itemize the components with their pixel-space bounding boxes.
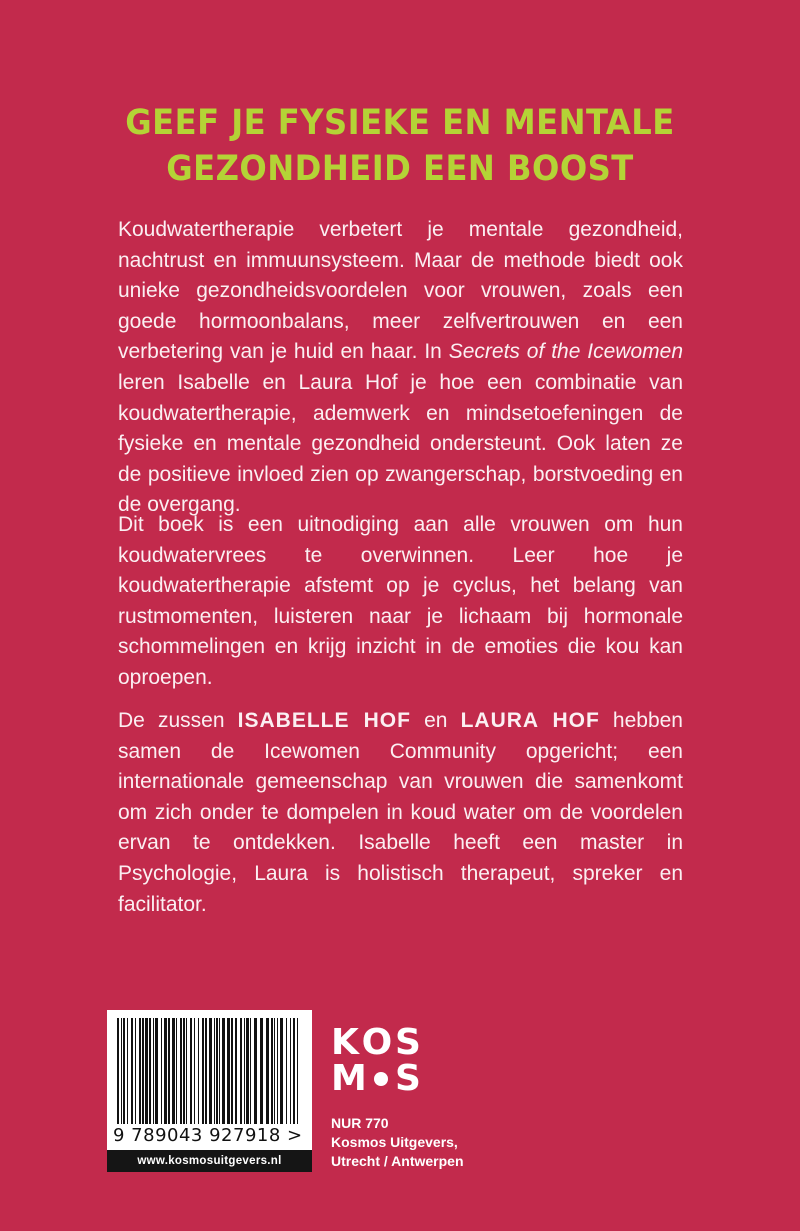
description-paragraph-2 xyxy=(118,510,683,694)
barcode-bar xyxy=(135,1018,136,1124)
barcode-bar xyxy=(121,1018,122,1124)
barcode xyxy=(107,1010,312,1172)
bio-intro: De zussen xyxy=(118,709,238,732)
barcode-bar xyxy=(209,1018,212,1124)
barcode-bar xyxy=(219,1018,220,1124)
barcode-bar xyxy=(274,1018,275,1124)
headline xyxy=(32,100,768,192)
author-name-isabelle: ISABELLE HOF xyxy=(237,709,411,732)
barcode-bar xyxy=(145,1018,148,1124)
bio-connector: en xyxy=(410,709,461,732)
barcode-bar xyxy=(183,1018,185,1124)
barcode-bar xyxy=(277,1018,278,1124)
logo-row-1 xyxy=(331,1022,421,1063)
headline-line-1: GEEF JE FYSIEKE EN MENTALE xyxy=(125,103,675,143)
barcode-bar xyxy=(290,1018,291,1124)
barcode-bar xyxy=(214,1018,215,1124)
barcode-bar xyxy=(227,1018,230,1124)
author-name-laura: LAURA HOF xyxy=(460,709,600,732)
publisher-url: www.kosmosuitgevers.nl xyxy=(107,1150,312,1172)
headline-line-2: GEZONDHEID EEN BOOST xyxy=(166,149,634,189)
paragraph-1-text-b: leren Isabelle en Laura Hof je hoe een combinatie van koudwatertherapie, ademwerk en mindsetoefeningen de fysieke en mentale gezondheid ondersteunt. Ook laten ze de positieve invloed zien op zwangerschap, borstvoeding en de overgang. xyxy=(118,370,683,517)
barcode-bars xyxy=(115,1018,304,1124)
nur-code: NUR 770 xyxy=(331,1115,389,1131)
barcode-bar xyxy=(186,1018,187,1124)
barcode-bar xyxy=(240,1018,242,1124)
barcode-bar xyxy=(123,1018,125,1124)
barcode-bar xyxy=(131,1018,133,1124)
publisher-name: Kosmos Uitgevers, xyxy=(331,1134,458,1150)
barcode-bar xyxy=(127,1018,128,1124)
barcode-bar xyxy=(180,1018,182,1124)
barcode-bar xyxy=(254,1018,257,1124)
barcode-bar xyxy=(260,1018,263,1124)
barcode-bar xyxy=(194,1018,195,1124)
barcode-bar xyxy=(231,1018,233,1124)
barcode-bar xyxy=(117,1018,119,1124)
kosmos-logo xyxy=(331,1022,423,1099)
logo-letter-m: M xyxy=(331,1058,367,1099)
barcode-bar xyxy=(153,1018,154,1124)
barcode-bar xyxy=(149,1018,151,1124)
paragraph-2-text: Dit boek is een uitnodiging aan alle vrouwen om hun koudwatervrees te overwinnen. Leer hoe je koudwatertherapie afstemt op je cyclus, het belang van rustmomenten, luisteren naar je lichaam bij hormonale schommelingen en krijg inzicht in de emoties die kou kan oproepen. xyxy=(118,513,683,689)
logo-row-2 xyxy=(331,1058,421,1099)
barcode-bar xyxy=(161,1018,162,1124)
logo-letter-s: S xyxy=(395,1022,421,1063)
barcode-bar xyxy=(271,1018,273,1124)
barcode-bar xyxy=(139,1018,141,1124)
barcode-bar xyxy=(222,1018,225,1124)
barcode-bar xyxy=(286,1018,287,1124)
logo-letter-k: K xyxy=(331,1022,359,1063)
barcode-bar xyxy=(164,1018,167,1124)
description-paragraph-1 xyxy=(118,215,683,521)
bio-rest: hebben samen de Icewomen Community opgericht; een internationale gemeenschap van vrouwen die samenkomt om zich onder te dompelen in koud water om de voordelen ervan te ontdekken. Isabelle heeft een master in Psychologie, Laura is holistisch therapeut, spreker en facilitator. xyxy=(118,709,683,916)
logo-letter-o: O xyxy=(361,1022,393,1063)
logo-dot-icon xyxy=(374,1072,388,1086)
barcode-bar xyxy=(280,1018,283,1124)
barcode-bar xyxy=(216,1018,218,1124)
barcode-bar xyxy=(155,1018,158,1124)
barcode-bar xyxy=(142,1018,144,1124)
barcode-bar xyxy=(172,1018,175,1124)
barcode-bar xyxy=(235,1018,237,1124)
barcode-bar xyxy=(202,1018,204,1124)
imprint xyxy=(331,1114,464,1171)
barcode-bar xyxy=(250,1018,251,1124)
publisher-location: Utrecht / Antwerpen xyxy=(331,1153,464,1169)
isbn-number: 9 789043 927918 > xyxy=(113,1125,303,1146)
barcode-bar xyxy=(266,1018,269,1124)
author-bio-paragraph xyxy=(118,706,683,920)
barcode-bar xyxy=(244,1018,245,1124)
logo-letter-s-2: S xyxy=(395,1058,421,1099)
barcode-bar xyxy=(293,1018,295,1124)
barcode-bar xyxy=(205,1018,207,1124)
barcode-bar xyxy=(198,1018,199,1124)
barcode-bar xyxy=(246,1018,249,1124)
barcode-bar xyxy=(168,1018,170,1124)
barcode-bar xyxy=(176,1018,177,1124)
paragraph-1-text-a: Koudwatertherapie verbetert je mentale gezondheid, nachtrust en immuunsysteem. Maar de methode biedt ook unieke gezondheidsvoordelen voor vrouwen, zoals een goede hormoonbalans, meer zelfvertrouwen en een verbetering van je huid en haar. In xyxy=(118,218,683,364)
barcode-bar xyxy=(190,1018,192,1124)
book-title: Secrets of the Icewomen xyxy=(448,340,683,364)
barcode-bar xyxy=(297,1018,298,1124)
